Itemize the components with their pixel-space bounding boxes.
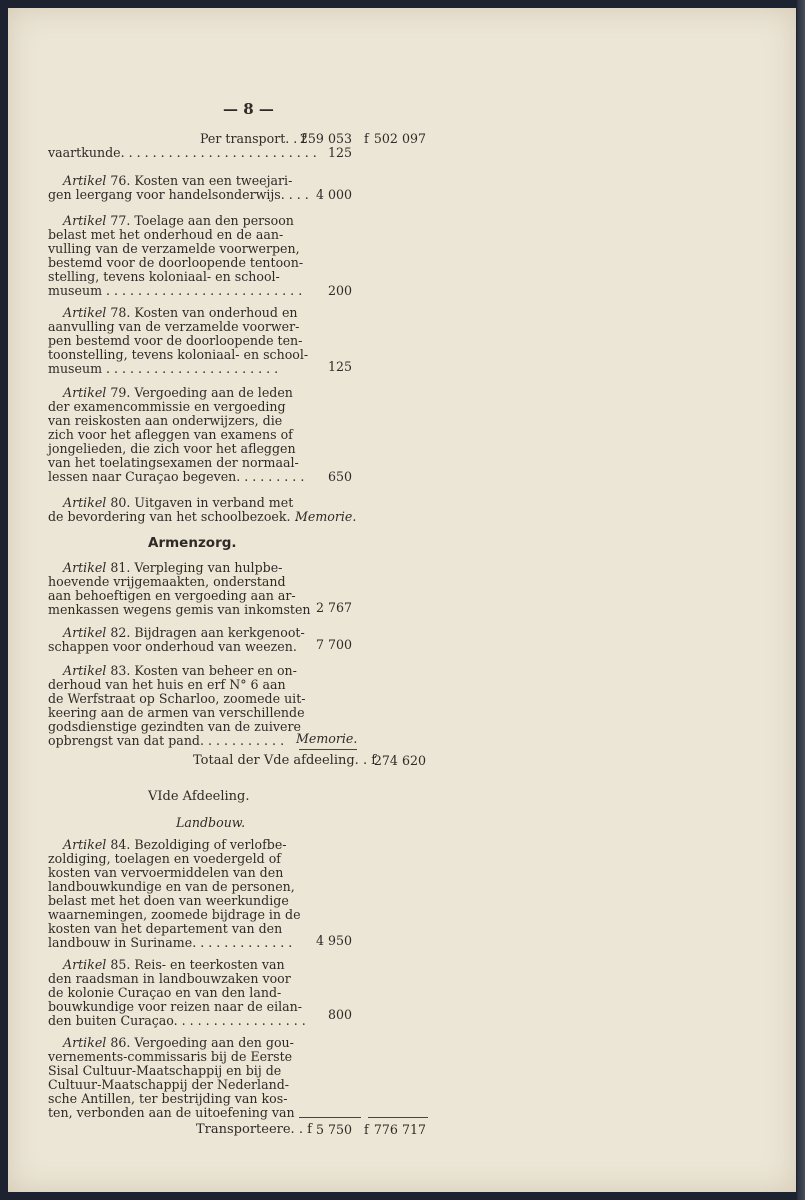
article-amount: 125: [327, 359, 352, 374]
article-line: vernements-commissaris bij de Eerste: [48, 1049, 293, 1064]
transporteere-amount-1: 5 750: [315, 1122, 352, 1137]
article-line: aan behoeftigen en vergoeding aan ar-: [48, 588, 296, 603]
article-amount: 4 000: [315, 187, 352, 202]
article-line: de Werfstraat op Scharloo, zoomede uit-: [48, 691, 306, 706]
per-transport-amount-2: 502 097: [373, 131, 426, 146]
article-line: vulling van de verzamelde voorwerpen,: [48, 241, 300, 256]
article-line: der examencommissie en vergoeding: [48, 399, 286, 414]
article-line: godsdienstige gezindten van de zuivere: [48, 719, 301, 734]
section-heading-armenzorg: Armenzorg.: [148, 535, 237, 551]
article-line: aanvulling van de verzamelde voorwer-: [48, 319, 300, 334]
article-line: ten, verbonden aan de uitoefening van: [48, 1105, 295, 1120]
article-amount: 4 950: [315, 933, 352, 948]
article-line: Artikel 77. Toelage aan den persoon: [63, 213, 294, 228]
article-amount: 800: [327, 1007, 352, 1022]
article-line: lessen naar Curaçao begeven. . . . . . . . .: [48, 469, 305, 484]
article-line: pen bestemd voor de doorloopende ten-: [48, 333, 303, 348]
article-line: Artikel 81. Verpleging van hulpbe-: [63, 560, 283, 575]
transport-rule-1: [299, 1117, 361, 1118]
subheading-landbouw: Landbouw.: [176, 815, 246, 830]
per-transport-label: Per transport. . f: [200, 131, 306, 146]
article-line: bestemd voor de doorloopende tentoon-: [48, 255, 304, 270]
article-line: zoldiging, toelagen en voedergeld of: [48, 851, 281, 866]
subtotal-rule: [299, 749, 357, 750]
vaartkunde-amount: 125: [327, 145, 352, 160]
article-line: Artikel 86. Vergoeding aan den gou-: [63, 1035, 294, 1050]
article-line: toonstelling, tevens koloniaal- en school-: [48, 347, 309, 362]
article-line: menkassen wegens gemis van inkomsten: [48, 602, 311, 617]
article-line: de bevordering van het schoolbezoek. . .: [48, 509, 307, 524]
article-line: Artikel 76. Kosten van een tweejari-: [63, 173, 293, 188]
per-transport-f2: f: [364, 131, 369, 146]
article-line: zich voor het afleggen van examens of: [48, 427, 293, 442]
article-line: landbouwkundige en van de personen,: [48, 879, 295, 894]
article-line: Sisal Cultuur-Maatschappij en bij de: [48, 1063, 282, 1078]
transporteere-label: Transporteere. . f: [196, 1122, 312, 1137]
totaal-amount: 274 620: [373, 753, 426, 768]
per-transport-amount-1: 259 053: [299, 131, 352, 146]
page-edge: [797, 0, 805, 1200]
article-line: opbrengst van dat pand. . . . . . . . . . .: [48, 733, 285, 748]
article-line: den buiten Curaçao. . . . . . . . . . . . . . . . .: [48, 1013, 306, 1028]
page-number: — 8 —: [223, 100, 274, 118]
article-line: hoevende vrijgemaakten, onderstand: [48, 574, 286, 589]
article-line: kosten van vervoermiddelen van den: [48, 865, 284, 880]
article-line: Artikel 79. Vergoeding aan de leden: [63, 385, 293, 400]
article-line: Artikel 82. Bijdragen aan kerkgenoot-: [63, 625, 305, 640]
article-line: Artikel 83. Kosten van beheer en on-: [63, 663, 297, 678]
article-line: Artikel 80. Uitgaven in verband met: [63, 495, 294, 510]
article-line: waarnemingen, zoomede bijdrage in de: [48, 907, 301, 922]
article-line: derhoud van het huis en erf N° 6 aan: [48, 677, 286, 692]
article-line: gen leergang voor handelsonderwijs. . . .: [48, 187, 309, 202]
transporteere-f2: f: [364, 1122, 369, 1137]
document-page: [8, 8, 796, 1192]
article-line: schappen voor onderhoud van weezen.: [48, 639, 297, 654]
vaartkunde-label: vaartkunde. . . . . . . . . . . . . . . . . . . . . . . . .: [48, 145, 317, 160]
article-line: Artikel 85. Reis- en teerkosten van: [63, 957, 285, 972]
article-amount: 200: [327, 283, 352, 298]
section-heading-vide-afdeeling: VIde Afdeeling.: [148, 789, 250, 804]
article-line: jongelieden, die zich voor het afleggen: [48, 441, 296, 456]
article-line: kosten van het departement van den: [48, 921, 283, 936]
article-line: den raadsman in landbouwzaken voor: [48, 971, 291, 986]
article-line: museum . . . . . . . . . . . . . . . . . . . . . .: [48, 361, 279, 376]
article-line: museum . . . . . . . . . . . . . . . . . . . . . . . . .: [48, 283, 303, 298]
article-line: van het toelatingsexamen der normaal-: [48, 455, 299, 470]
article-line: sche Antillen, ter bestrijding van kos-: [48, 1091, 288, 1106]
article-amount: 650: [327, 469, 352, 484]
article-line: stelling, tevens koloniaal- en school-: [48, 269, 280, 284]
article-amount: Memorie.: [296, 731, 358, 746]
article-line: Artikel 84. Bezoldiging of verlofbe-: [63, 837, 287, 852]
transporteere-amount-2: 776 717: [373, 1122, 426, 1137]
article-amount: Memorie.: [295, 509, 357, 524]
article-amount: 7 700: [315, 637, 352, 652]
article-line: Artikel 78. Kosten van onderhoud en: [63, 305, 298, 320]
article-line: de kolonie Curaçao en van den land-: [48, 985, 282, 1000]
transport-rule-2: [368, 1117, 428, 1118]
article-line: belast met het onderhoud en de aan-: [48, 227, 284, 242]
article-line: belast met het doen van weerkundige: [48, 893, 289, 908]
article-line: van reiskosten aan onderwijzers, die: [48, 413, 283, 428]
article-line: landbouw in Suriname. . . . . . . . . . . . .: [48, 935, 293, 950]
article-line: keering aan de armen van verschillende: [48, 705, 305, 720]
article-line: bouwkundige voor reizen naar de eilan-: [48, 999, 303, 1014]
article-amount: 2 767: [315, 600, 352, 615]
article-line: Cultuur-Maatschappij der Nederland-: [48, 1077, 290, 1092]
totaal-label: Totaal der Vde afdeeling. . f: [193, 753, 377, 768]
